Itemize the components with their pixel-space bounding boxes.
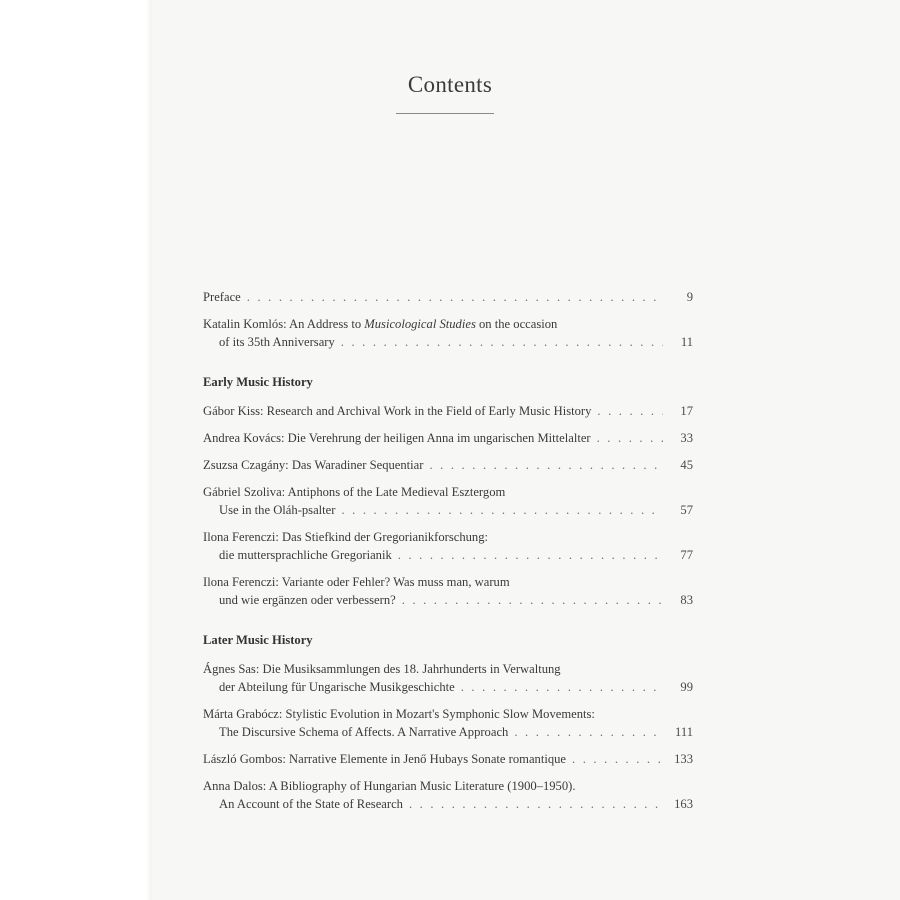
toc-entry[interactable] [203,660,693,696]
toc-entry-title: Márta Grabócz: Stylistic Evolution in Mozart's Symphonic Slow Movements: [203,707,595,721]
section-heading: Early Music History [203,375,313,389]
leader-dots [341,333,663,351]
leader-dots [341,501,663,519]
toc-entry[interactable] [203,528,693,564]
leader-dots [572,750,663,768]
toc-entry[interactable] [203,705,693,741]
leader-dots [597,402,663,420]
toc-page-number: 11 [680,335,693,349]
toc-entry-title: Preface [203,290,241,304]
title-part: Katalin Komlós: An Address to [203,317,365,331]
leader-dots [514,723,663,741]
leader-dots [461,678,663,696]
section-heading: Later Music History [203,633,313,647]
toc-entry-title: László Gombos: Narrative Elemente in Jenő Hubays Sonate romantique [203,752,567,766]
toc-entry-title-continued: of its 35th Anniversary [219,335,335,349]
toc-page-number: 9 [686,290,693,304]
toc-entry-title: Anna Dalos: A Bibliography of Hungarian Music Literature (1900–1950). [203,779,576,793]
toc-page-number: 17 [680,404,693,418]
table-of-contents [203,288,693,822]
title-part: on the occasion [475,317,558,331]
toc-entry[interactable] [203,456,693,474]
toc-entry-title-continued: und wie ergänzen oder verbessern? [219,593,396,607]
page-title: Contents [407,72,493,97]
toc-entry-title-continued: die muttersprachliche Gregorianik [219,548,392,562]
toc-page-number: 45 [680,458,693,472]
toc-sections [203,373,693,813]
toc-page-number: 33 [680,431,693,445]
toc-entry-address[interactable] [203,315,693,351]
toc-entry-title-continued: The Discursive Schema of Affects. A Narrative Approach [219,725,509,739]
leader-dots [429,456,663,474]
toc-entry-preface[interactable] [203,288,693,306]
toc-entry-title: Ágnes Sas: Die Musiksammlungen des 18. Jahrhunderts in Verwaltung [203,662,561,676]
toc-entry-title: Ilona Ferenczi: Variante oder Fehler? Was muss man, warum [203,575,510,589]
toc-entry-title [203,315,557,333]
title-underline [396,113,494,114]
toc-page-number: 111 [675,725,693,739]
toc-entry-title: Gábriel Szoliva: Antiphons of the Late Medieval Esztergom [203,485,506,499]
toc-entry[interactable] [203,750,693,768]
toc-page-number: 163 [674,797,693,811]
toc-entry-title-continued: der Abteilung für Ungarische Musikgeschichte [219,680,455,694]
toc-entry[interactable] [203,429,693,447]
leader-dots [398,546,663,564]
toc-entry-title-continued: An Account of the State of Research [219,797,403,811]
toc-entry-title: Ilona Ferenczi: Das Stiefkind der Gregorianikforschung: [203,530,489,544]
toc-entry[interactable] [203,402,693,420]
toc-page-number: 99 [680,680,693,694]
toc-page-number: 83 [680,593,693,607]
toc-entry-title: Gábor Kiss: Research and Archival Work in the Field of Early Music History [203,404,592,418]
leader-dots [409,795,663,813]
journal-title-italic: Musicological Studies [364,317,476,331]
toc-entry[interactable] [203,777,693,813]
toc-page-number: 57 [680,503,693,517]
toc-entry-title: Zsuzsa Czagány: Das Waradiner Sequentiar [203,458,424,472]
leader-dots [402,591,663,609]
leader-dots [247,288,663,306]
leader-dots [597,429,663,447]
toc-page-number: 133 [674,752,693,766]
toc-entry[interactable] [203,483,693,519]
toc-entry-title-continued: Use in the Oláh-psalter [219,503,336,517]
toc-page-number: 77 [680,548,693,562]
toc-entry-title: Andrea Kovács: Die Verehrung der heiligen Anna im ungarischen Mittelalter [203,431,591,445]
toc-entry[interactable] [203,573,693,609]
